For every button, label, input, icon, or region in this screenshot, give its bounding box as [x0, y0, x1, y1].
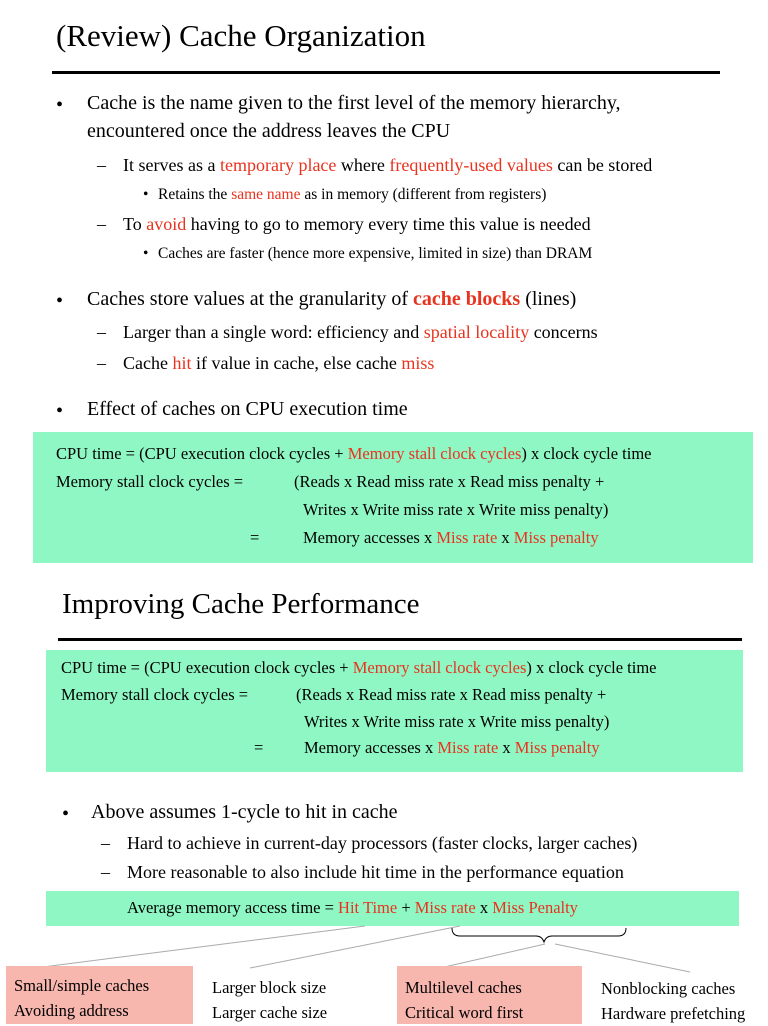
- bullet-effect-of-caches: Effect of caches on CPU execution time: [87, 398, 408, 420]
- sub-bullet-avoid-memory: To avoid having to go to memory every time this value is needed: [123, 214, 591, 234]
- dash-marker: –: [97, 155, 106, 175]
- formula-stall-reads: (Reads x Read miss rate x Read miss penalty +: [294, 472, 605, 491]
- option-critical-word-first: Critical word first: [405, 1003, 524, 1022]
- dash-marker: –: [97, 353, 106, 373]
- formula-equals-sign: =: [250, 528, 260, 547]
- formula-memory-accesses: Memory accesses x Miss rate x Miss penalty: [303, 528, 599, 547]
- formula-cpu-time: CPU time = (CPU execution clock cycles + Memory stall clock cycles) x clock cycle time: [56, 444, 652, 463]
- bullet-dot: •: [56, 94, 64, 116]
- sub-bullet-hard-to-achieve: Hard to achieve in current-day processors (faster clocks, larger caches): [127, 833, 638, 853]
- connector-hit-time: [35, 926, 365, 968]
- formula-stall-label: Memory stall clock cycles =: [56, 472, 244, 491]
- formula-stall-writes: Writes x Write miss rate x Write miss penalty): [303, 500, 609, 519]
- bullet-dot: •: [56, 400, 64, 422]
- section2-title: Improving Cache Performance: [62, 588, 420, 620]
- bullet-dot: •: [62, 803, 70, 825]
- formula-stall-label: Memory stall clock cycles =: [61, 685, 249, 704]
- section1-title: (Review) Cache Organization: [56, 18, 426, 53]
- title-rule-2: [58, 638, 742, 641]
- option-multilevel-caches: Multilevel caches: [405, 978, 522, 997]
- bullet-one-cycle-hit: Above assumes 1-cycle to hit in cache: [91, 801, 398, 823]
- formula-cpu-time: CPU time = (CPU execution clock cycles + Memory stall clock cycles) x clock cycle time: [61, 658, 657, 677]
- dash-marker: –: [101, 862, 110, 882]
- option-avoiding-address: Avoiding address: [14, 1001, 129, 1020]
- bullet-cache-blocks: Caches store values at the granularity of cache blocks (lines): [87, 288, 577, 310]
- connector-miss-penalty: [440, 944, 545, 968]
- dash-marker: –: [97, 214, 106, 234]
- sub-sub-bullet-same-name: Retains the same name as in memory (different from registers): [158, 186, 547, 203]
- sub-bullet-temporary-place: It serves as a temporary place where frequently-used values can be stored: [123, 155, 653, 175]
- bullet-cache-definition-line1: Cache is the name given to the first level of the memory hierarchy,: [87, 92, 621, 114]
- bullet-dot: •: [56, 290, 64, 312]
- title-rule-1: [52, 71, 720, 74]
- connector-miss-rate: [250, 926, 460, 968]
- sub-bullet-hit-miss: Cache hit if value in cache, else cache miss: [123, 353, 435, 373]
- bullet-dot: •: [143, 245, 149, 262]
- formula-stall-reads: (Reads x Read miss rate x Read miss penalty +: [296, 685, 607, 704]
- dash-marker: –: [101, 833, 110, 853]
- sub-sub-bullet-caches-faster: Caches are faster (hence more expensive, limited in size) than DRAM: [158, 245, 593, 262]
- bullet-dot: •: [143, 186, 149, 203]
- amat-formula: Average memory access time = Hit Time + Miss rate x Miss Penalty: [127, 898, 578, 917]
- dash-marker: –: [97, 322, 106, 342]
- option-nonblocking-caches: Nonblocking caches: [601, 979, 736, 998]
- option-larger-cache-size: Larger cache size: [212, 1003, 328, 1022]
- bullet-cache-definition-line2: encountered once the address leaves the CPU: [87, 120, 451, 142]
- option-larger-block-size: Larger block size: [212, 978, 327, 997]
- option-small-simple-caches: Small/simple caches: [14, 976, 150, 995]
- formula-equals-sign: =: [254, 738, 264, 757]
- sub-bullet-include-hit-time: More reasonable to also include hit time in the performance equation: [127, 862, 624, 882]
- formula-stall-writes: Writes x Write miss rate x Write miss penalty): [304, 712, 610, 731]
- formula-memory-accesses: Memory accesses x Miss rate x Miss penalty: [304, 738, 600, 757]
- option-hardware-prefetching: Hardware prefetching: [601, 1004, 746, 1023]
- brace-miss-penalty-icon: [452, 928, 626, 942]
- sub-bullet-spatial-locality: Larger than a single word: efficiency and spatial locality concerns: [123, 322, 598, 342]
